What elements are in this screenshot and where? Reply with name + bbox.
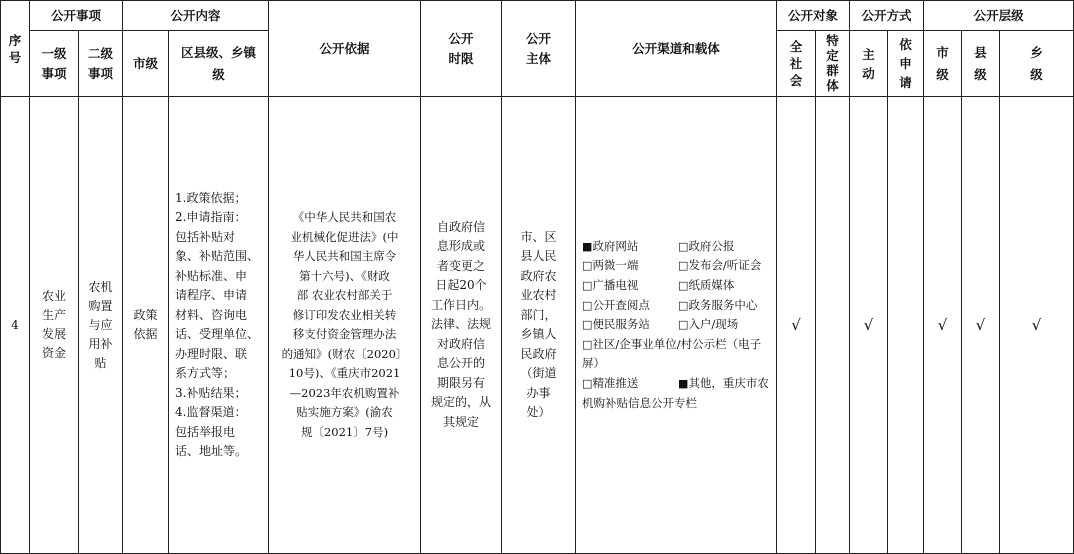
- header-subject: 公开主体: [502, 1, 576, 97]
- subject-line: 部门，: [520, 307, 557, 322]
- channel-line: [582, 237, 774, 257]
- time-limit-line: 者变更之: [437, 258, 486, 273]
- channel-label: 政府网站: [592, 238, 639, 253]
- header-basis: 公开依据: [269, 1, 421, 97]
- header-matter-l1: 一级事项: [30, 31, 79, 97]
- mark-method-active: √: [850, 97, 888, 554]
- channel-label: 精准推送: [592, 375, 639, 390]
- channel-line: [582, 315, 774, 335]
- header-channel: 公开渠道和载体: [576, 1, 777, 97]
- unchecked-box-icon: □: [678, 259, 689, 273]
- subject-line: 处）: [526, 405, 551, 419]
- basis-line: 华人民共和国主席令: [292, 249, 397, 263]
- basis-line: 第十六号)、《财政: [299, 268, 390, 283]
- channel-label: 两微一端: [592, 258, 639, 273]
- header-level-town: 乡级: [1000, 31, 1074, 97]
- mark-target-all: √: [777, 97, 816, 554]
- channel-label: 政务服务中心: [688, 297, 758, 312]
- time-limit-line: 其规定: [443, 414, 480, 429]
- channel-option: [582, 374, 678, 394]
- header-content: 公开内容: [123, 1, 269, 31]
- header-method-apply: 依申请: [888, 31, 924, 97]
- header-matter-l2: 二级事项: [79, 31, 123, 97]
- time-limit-line: 规定的，从: [431, 395, 492, 410]
- district-line: 话、受理单位、: [175, 327, 260, 341]
- subject-line: （街道: [520, 366, 557, 380]
- basis-line: 10号)、《重庆市2021: [288, 366, 401, 380]
- header-method-active: 主动: [850, 31, 888, 97]
- channel-line: [582, 335, 774, 374]
- channel-option: [678, 317, 738, 331]
- row-content-district: [169, 97, 269, 554]
- row-channel: [576, 97, 777, 554]
- mark-level-county: √: [962, 97, 1000, 554]
- unchecked-box-icon: □: [678, 318, 689, 332]
- channel-option: [678, 278, 734, 292]
- channel-label: 公开查阅点: [592, 297, 650, 312]
- district-line: 请程序、申请: [175, 288, 248, 302]
- header-matters: 公开事项: [30, 1, 123, 31]
- header-method: 公开方式: [850, 1, 924, 31]
- time-limit-line: 期限另有: [437, 375, 486, 390]
- district-line: 话、地址等。: [175, 444, 248, 458]
- row-matter-l1: 农业生产发展资金: [30, 97, 79, 554]
- header-level-city: 市级: [924, 31, 962, 97]
- channel-option: [582, 237, 678, 257]
- unchecked-box-icon: □: [678, 239, 689, 253]
- district-line: 系方式等；: [175, 366, 236, 380]
- time-limit-line: 对政府信: [437, 336, 486, 351]
- channel-label: 政府公报: [688, 238, 735, 253]
- mark-method-apply: [888, 97, 924, 554]
- basis-line: 修订印发农业相关转: [292, 307, 397, 322]
- district-line: 办理时限、联: [175, 346, 248, 361]
- basis-line: 业机械化促进法》(中: [290, 229, 399, 244]
- unchecked-box-icon: □: [582, 318, 593, 332]
- channel-option: [678, 239, 734, 253]
- channel-option: [678, 258, 761, 272]
- checked-box-icon: ■: [582, 239, 593, 253]
- unchecked-box-icon: □: [582, 298, 593, 312]
- subject-line: 市、区: [520, 229, 557, 244]
- basis-line: 部 农业农村部关于: [296, 288, 393, 302]
- mark-target-specific: [816, 97, 850, 554]
- subject-line: 办事: [526, 385, 551, 400]
- channel-option: [582, 337, 761, 371]
- channel-label: 社区/企事业单位/村公示栏（电子屏）: [582, 336, 762, 371]
- subject-line: 乡镇人: [520, 327, 557, 341]
- subject-line: 县人民: [520, 249, 557, 263]
- basis-line: 的通知》(财农〔2020〕: [281, 346, 408, 361]
- subject-line: 政府农: [520, 268, 557, 283]
- basis-line: 规〔2021〕7号): [300, 424, 389, 439]
- time-limit-line: 息形成或: [437, 239, 486, 254]
- district-line: 象、补贴范围、: [175, 249, 260, 263]
- time-limit-line: 法律、法规: [431, 317, 492, 332]
- channel-option: [582, 296, 678, 316]
- unchecked-box-icon: □: [582, 279, 593, 293]
- unchecked-box-icon: □: [582, 259, 593, 273]
- header-content-city: 市级: [123, 31, 169, 97]
- row-matter-l2: 农机购置与应用补贴: [79, 97, 123, 554]
- mark-level-town: √: [1000, 97, 1074, 554]
- time-limit-line: 日起20个: [435, 278, 487, 293]
- row-subject: [502, 97, 576, 554]
- row-seq: 4: [1, 97, 30, 554]
- district-line: 包括举报电: [175, 424, 236, 439]
- channel-option: [582, 315, 678, 335]
- channel-line: [582, 276, 774, 296]
- row-basis: [269, 97, 421, 554]
- channel-label: 广播电视: [592, 278, 639, 293]
- header-time-limit: 公开时限: [421, 1, 502, 97]
- channel-label: 纸质媒体: [688, 278, 735, 293]
- checked-box-icon: ■: [678, 376, 689, 390]
- district-line: 1.政策依据；: [175, 190, 247, 205]
- row-time-limit: [421, 97, 502, 554]
- header-seq: 序号: [1, 1, 30, 97]
- basis-line: 移支付资金管理办法: [292, 327, 397, 341]
- basis-line: 《中华人民共和国农: [292, 210, 397, 224]
- district-line: 补贴标准、申: [175, 268, 248, 283]
- channel-list: [582, 237, 774, 413]
- unchecked-box-icon: □: [678, 279, 689, 293]
- channel-label: 发布会/听证会: [688, 258, 762, 273]
- channel-label: 便民服务站: [592, 317, 650, 332]
- channel-option: [678, 298, 757, 312]
- district-line: 3.补贴结果；: [175, 385, 247, 400]
- district-line: 包括补贴对: [175, 229, 236, 244]
- header-level-county: 县级: [962, 31, 1000, 97]
- subject-line: 民政府: [520, 346, 557, 361]
- header-target-specific: 特定群体: [816, 31, 850, 97]
- channel-line: [582, 256, 774, 276]
- time-limit-line: 自政府信: [437, 219, 486, 234]
- header-target: 公开对象: [777, 1, 850, 31]
- row-content-city: 政策依据: [123, 97, 169, 554]
- mark-level-city: √: [924, 97, 962, 554]
- unchecked-box-icon: □: [582, 376, 593, 390]
- unchecked-box-icon: □: [678, 298, 689, 312]
- subject-line: 业农村: [520, 288, 557, 302]
- channel-option: [582, 256, 678, 276]
- channel-option: [582, 276, 678, 296]
- header-target-all: 全社会: [777, 31, 816, 97]
- basis-line: —2023年农机购置补: [289, 385, 400, 400]
- channel-line: [582, 296, 774, 316]
- basis-line: 贴实施方案》(渝农: [296, 405, 393, 419]
- time-limit-line: 工作日内。: [431, 297, 492, 312]
- channel-label: 其他，重庆市农机购补贴信息公开专栏: [582, 375, 769, 410]
- channel-line: [582, 374, 774, 413]
- header-level: 公开层级: [924, 1, 1074, 31]
- district-line: 2.申请指南：: [175, 210, 247, 224]
- district-line: 4.监督渠道：: [175, 405, 247, 419]
- unchecked-box-icon: □: [582, 337, 593, 351]
- header-content-district: 区县级、乡镇级: [169, 31, 269, 97]
- channel-label: 入户/现场: [688, 317, 739, 332]
- district-line: 材料、咨询电: [175, 307, 248, 322]
- time-limit-line: 息公开的: [437, 356, 486, 371]
